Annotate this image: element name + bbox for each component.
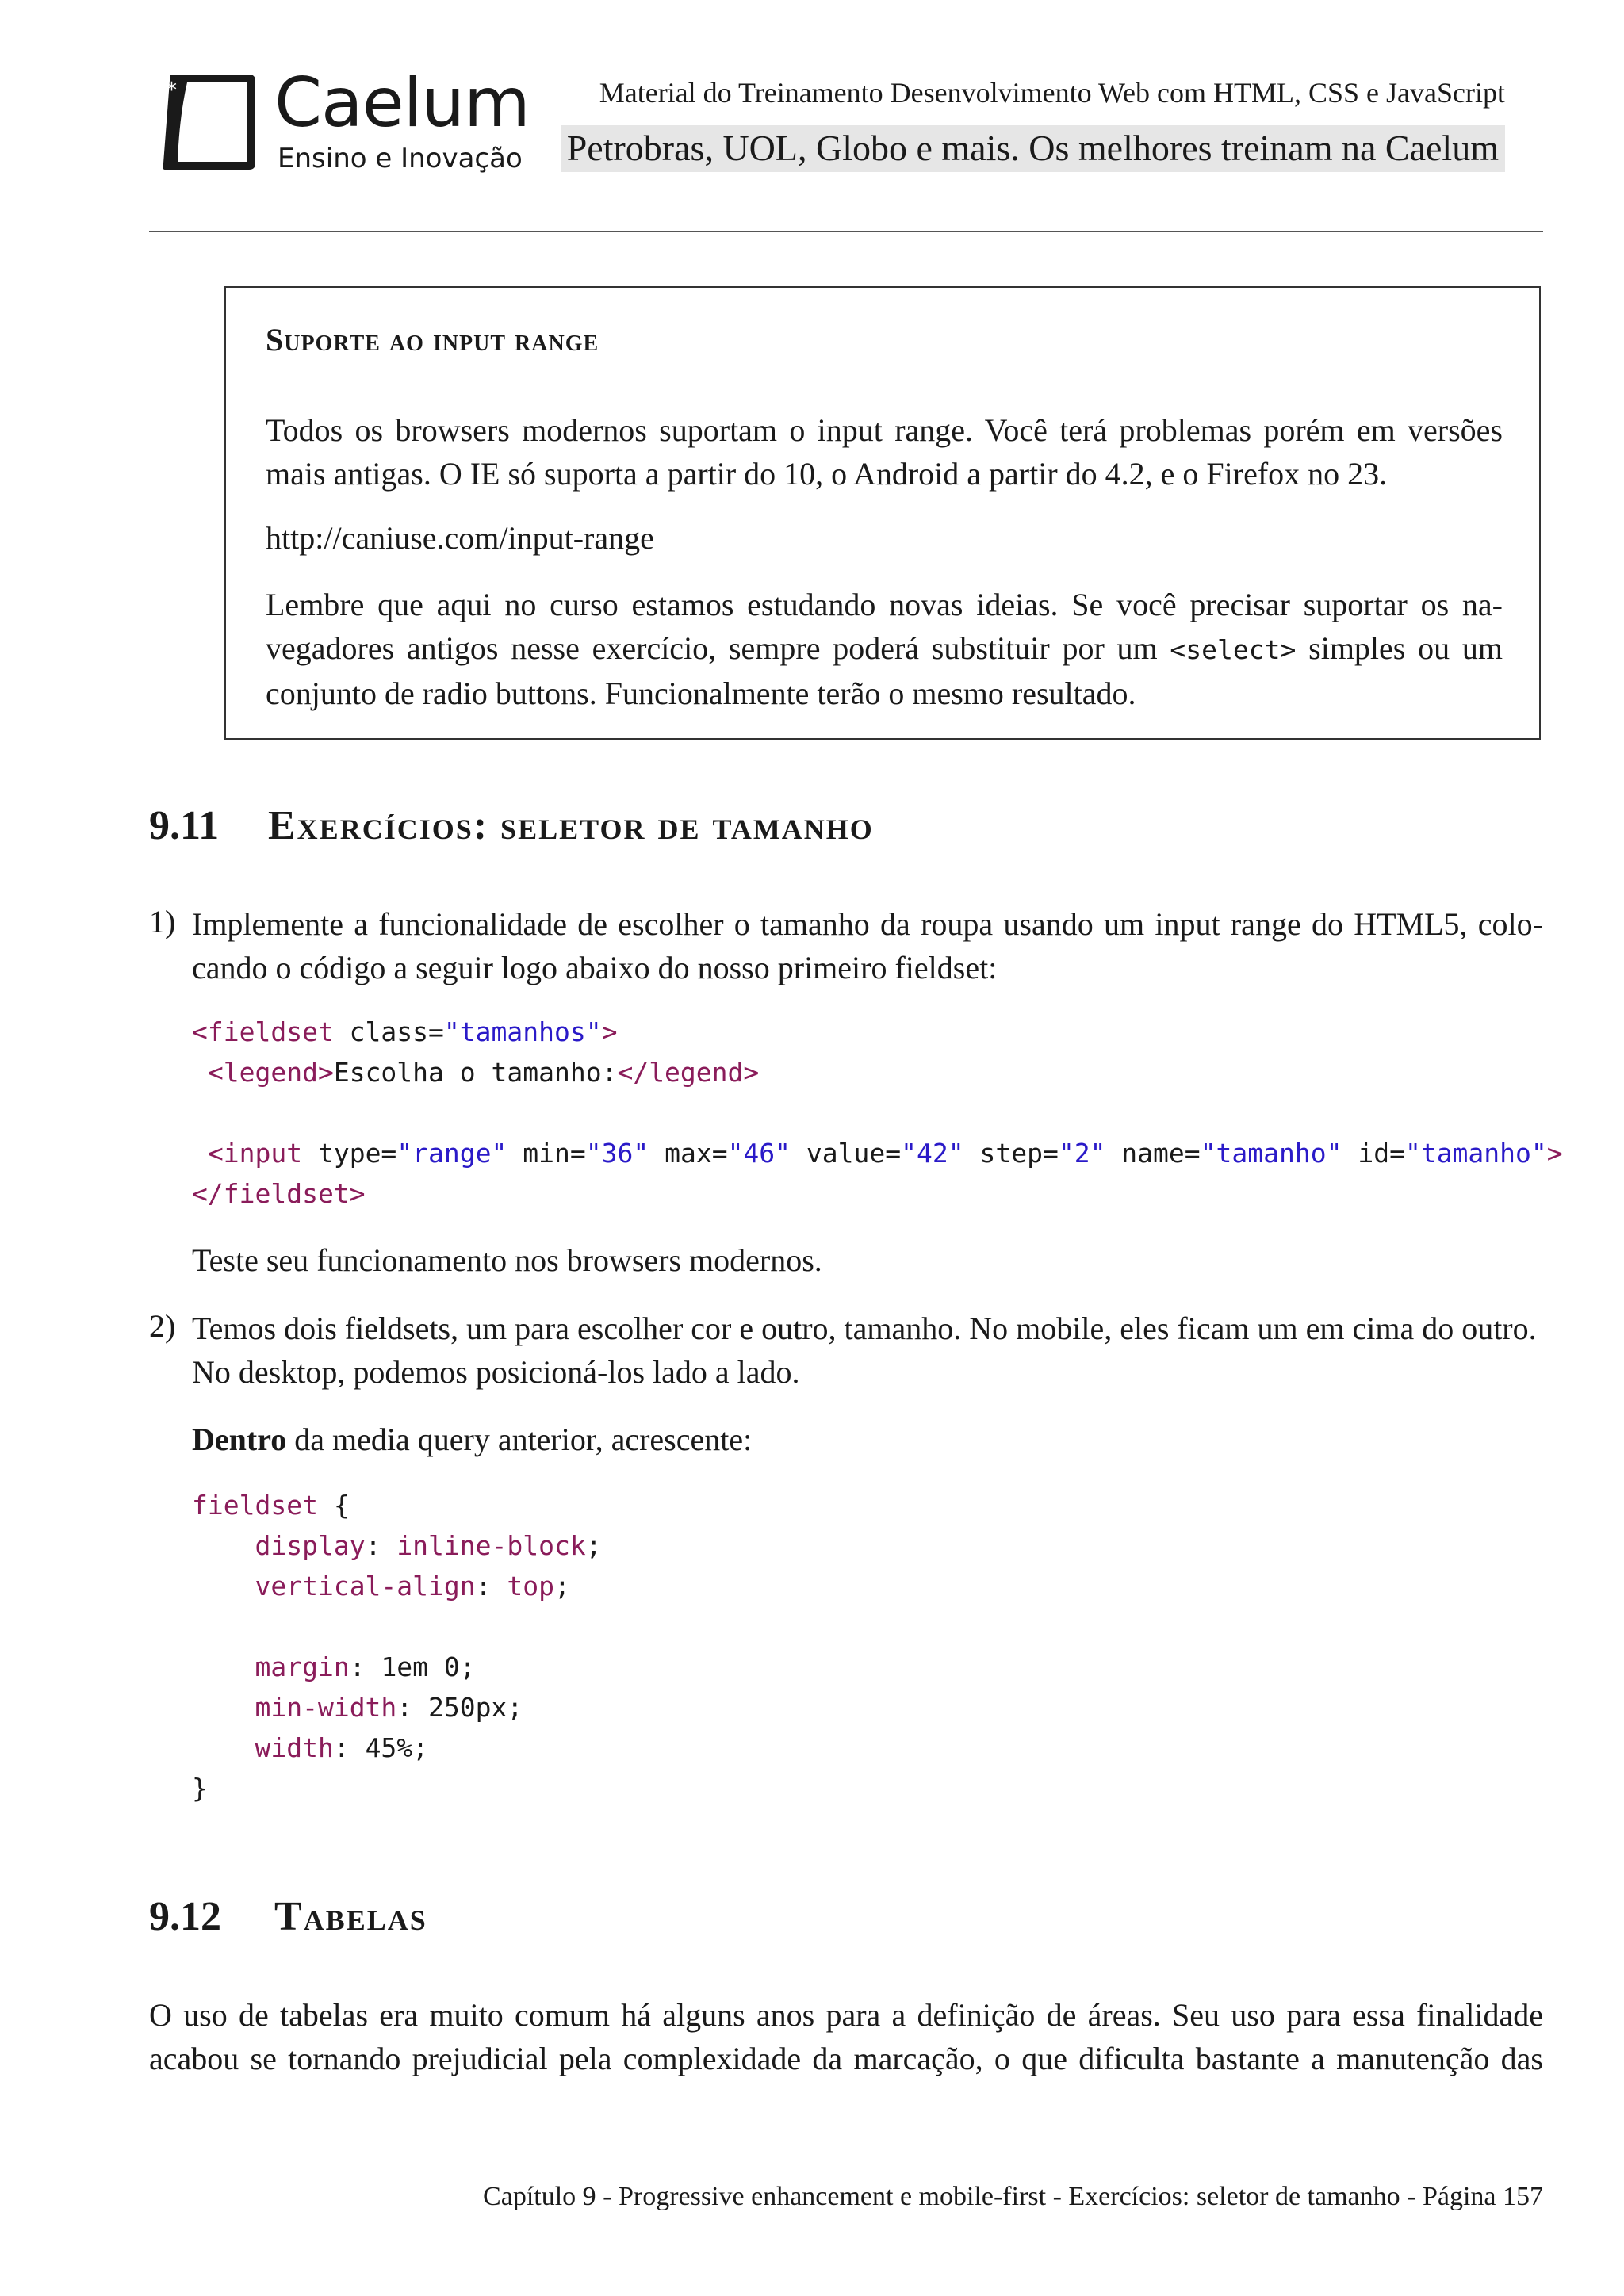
section-912-paragraph	[149, 1993, 1543, 2080]
logo-tagline: Ensino e Inovação	[278, 143, 523, 174]
caelum-logo	[159, 63, 530, 178]
header-subtitle: Material do Treinamento Desenvolvimento Web com HTML, CSS e JavaScript	[599, 77, 1505, 109]
callout-box	[224, 286, 1541, 740]
item-2-line1: Temos dois fieldsets, um para escolher cor e outro, tamanho. No mobile, eles ficam um em cima do outro.	[192, 1311, 1537, 1346]
section-number-911: 9.11	[149, 803, 220, 848]
item-number-2: 2)	[149, 1308, 176, 1344]
item-2-text	[192, 1307, 1543, 1394]
callout-p3-line2	[266, 626, 1503, 672]
callout-p3-line2-end: simples ou um	[1296, 630, 1503, 666]
svg-text:*: *	[167, 78, 177, 102]
item-2-bold-word: Dentro	[192, 1422, 287, 1457]
caniuse-link: http://caniuse.com/input-range	[266, 520, 654, 556]
section-title-911: Exercícios: seletor de tamanho	[268, 803, 874, 848]
item-1-line1: Implemente a funcionalidade de escolher o tamanho da roupa usando um input range do HTML5, colo-	[192, 906, 1543, 942]
section-912-line2: acabou se tornando prejudicial pela complexidade da marcação, o que dificulta bastante a manutenção das	[149, 2041, 1543, 2076]
item-2-instruction	[192, 1418, 752, 1461]
inline-code-select: <select>	[1170, 634, 1297, 665]
callout-link	[266, 516, 1503, 560]
callout-p3-line2-start: vegadores antigos nesse exercício, sempre poderá substituir por um	[266, 630, 1170, 666]
code-block-fieldset-css: fieldset { display: inline-block; vertical-align: top; margin: 1em 0; min-width: 250px; width: 45%; }	[192, 1490, 602, 1804]
page-footer: Capítulo 9 - Progressive enhancement e mobile-first - Exercícios: seletor de tamanho - Página 157	[483, 2182, 1543, 2211]
section-912-line1: O uso de tabelas era muito comum há alguns anos para a definição de áreas. Seu uso para essa finalidade	[149, 1997, 1543, 2033]
section-title-912: Tabelas	[274, 1894, 427, 1939]
item-1-after-text: Teste seu funcionamento nos browsers modernos.	[192, 1242, 822, 1278]
callout-paragraph-3	[266, 583, 1503, 715]
code-block-fieldset-html: <fieldset class="tamanhos"> <legend>Escolha o tamanho:</legend> <input type="range" min="36" max="46" value="42" step="2" name="tamanho" id="tamanho"> </fieldset>	[192, 1016, 1563, 1209]
item-number-1: 1)	[149, 904, 176, 939]
section-number-912: 9.12	[149, 1894, 221, 1939]
item-2-instruction-rest: da media query anterior, acrescente:	[286, 1422, 753, 1457]
callout-p1-line1: Todos os browsers modernos suportam o input range. Você terá problemas porém em versões	[266, 412, 1503, 448]
header-divider	[149, 231, 1543, 232]
callout-title: Suporte ao input range	[266, 322, 599, 358]
item-1-text	[192, 902, 1543, 989]
callout-p1-line2: mais antigas. O IE só suporta a partir do 10, o Android a partir do 4.2, e o Firefox no 23.	[266, 456, 1388, 492]
item-1-line2: cando o código a seguir logo abaixo do nosso primeiro fieldset:	[192, 950, 998, 985]
caelum-logo-icon	[159, 70, 260, 174]
callout-paragraph-1	[266, 408, 1503, 496]
callout-p3-line1: Lembre que aqui no curso estamos estudando novas ideias. Se você precisar suportar os na-	[266, 587, 1503, 622]
header-promo: Petrobras, UOL, Globo e mais. Os melhores treinam na Caelum	[561, 125, 1505, 172]
item-2-line2: No desktop, podemos posicioná-los lado a lado.	[192, 1354, 800, 1390]
callout-p3-line3: conjunto de radio buttons. Funcionalmente terão o mesmo resultado.	[266, 675, 1136, 711]
logo-name: Caelum	[274, 63, 530, 143]
